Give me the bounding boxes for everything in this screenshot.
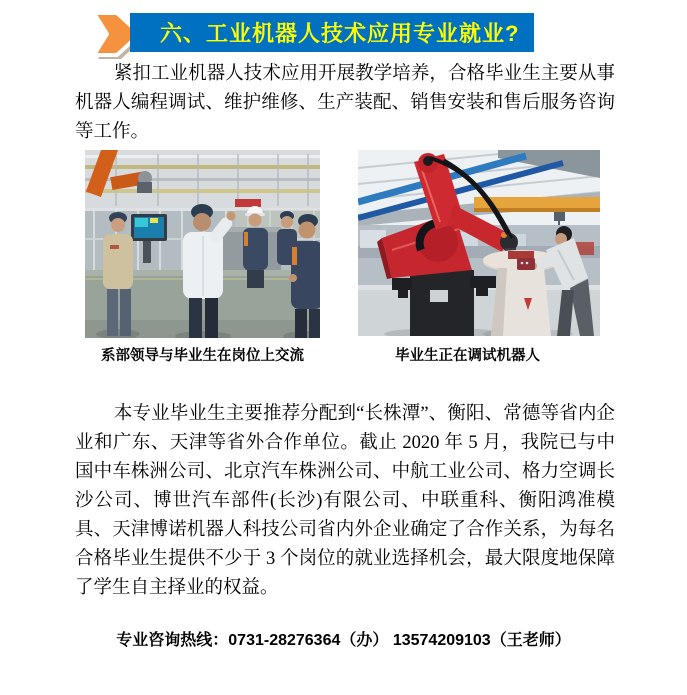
- hotline-text: 专业咨询热线：0731-28276364（办） 13574209103（王老师）: [116, 632, 571, 649]
- employment-paragraph: 本专业毕业生主要推荐分配到“长株潭”、衡阳、常德等省内企业和广东、天津等省外合作单位。截止 2020 年 5 月，我院已与中国中车株洲公司、北京汽车株洲公司、中航工业公司、格力空调长沙公司、博世汽车部件(长沙)有限公司、中联重科、衡阳鸿准模具、天津博诺机器人科技公司省内外企业确定了合作关系，为每名合格毕业生提供不少于 3 个岗位的就业选择机会，最大限度地保障了学生自主择业的权益。: [75, 404, 615, 598]
- section-title: 六、工业机器人技术应用专业就业?: [160, 21, 520, 46]
- intro-paragraph: 紧扣工业机器人技术应用开展教学培养，合格毕业生主要从事机器人编程调试、维护维修、生产装配、销售安装和售后服务咨询等工作。: [75, 64, 615, 142]
- factory-group-photo-illustration: [85, 150, 320, 338]
- photo-right-caption: 毕业生正在调试机器人: [395, 348, 540, 364]
- photo-left: [85, 150, 320, 338]
- red-robot-photo-illustration: [358, 150, 600, 336]
- section-header-banner: [130, 13, 534, 52]
- photo-right: [358, 150, 600, 336]
- photo-left-caption: 系部领导与毕业生在岗位上交流: [101, 348, 304, 364]
